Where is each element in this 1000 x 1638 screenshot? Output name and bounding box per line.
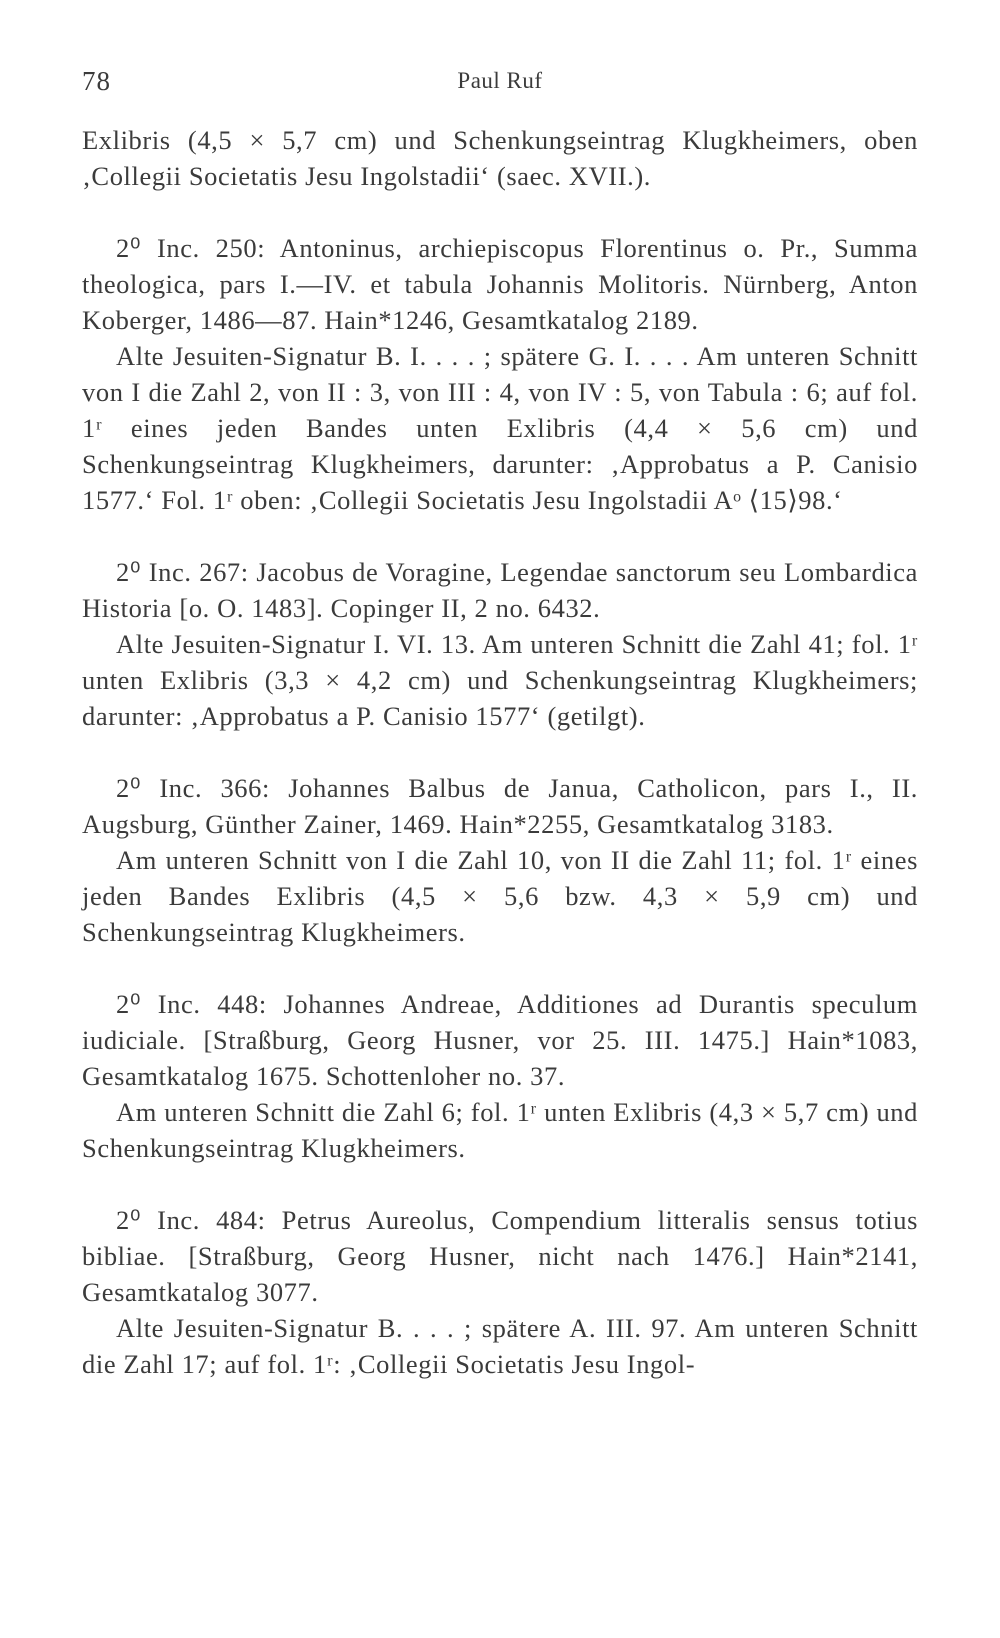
entry-heading: 2⁰ Inc. 267: Jacobus de Voragine, Legendae sanctorum seu Lombardica Historia [o. O. 1483]. Copinger II, 2 no. 6432.	[82, 557, 918, 623]
catalog-entry	[82, 986, 918, 1166]
entry-paragraph: Alte Jesuiten-Signatur I. VI. 13. Am unteren Schnitt die Zahl 41; fol. 1ʳ unten Exlibris (3,3 × 4,2 cm) und Schenkungseintrag Klugkheimers; darunter: ‚Approbatus a P. Canisio 1577‘ (getilgt).	[82, 629, 918, 731]
catalog-entry	[82, 554, 918, 734]
entry-paragraph: Am unteren Schnitt die Zahl 6; fol. 1ʳ unten Exlibris (4,3 × 5,7 cm) und Schenkungseintrag Klugkheimers.	[82, 1097, 918, 1163]
catalog-entry	[82, 122, 918, 194]
catalog-entry	[82, 1202, 918, 1382]
catalog-entry	[82, 770, 918, 950]
running-head: Paul Ruf	[457, 68, 543, 93]
page-header	[82, 66, 918, 106]
entry-paragraph: Am unteren Schnitt von I die Zahl 10, von II die Zahl 11; fol. 1ʳ eines jeden Bandes Exlibris (4,5 × 5,6 bzw. 4,3 × 5,9 cm) und Schenkungseintrag Klugkheimers.	[82, 845, 918, 947]
entry-heading: 2⁰ Inc. 366: Johannes Balbus de Janua, Catholicon, pars I., II. Augsburg, Günther Zainer, 1469. Hain*2255, Gesamtkatalog 3183.	[82, 773, 918, 839]
entry-paragraph: Alte Jesuiten-Signatur B. I. . . . ; spätere G. I. . . . Am unteren Schnitt von I die Zahl 2, von II : 3, von III : 4, von IV : 5, von Tabula : 6; auf fol. 1ʳ eines jeden Bandes unten Exlibris (4,4 × 5,6 cm) und Schenkungseintrag Klugkheimers, darunter: ‚Approbatus a P. Canisio 1577.‘ Fol. 1ʳ oben: ‚Collegii Societatis Jesu Ingolstadii Aᵒ ⟨15⟩98.‘	[82, 341, 918, 515]
page-number: 78	[82, 66, 111, 96]
catalog-body	[82, 122, 918, 1418]
entry-heading: 2⁰ Inc. 484: Petrus Aureolus, Compendium litteralis sensus totius bibliae. [Straßburg, Georg Husner, nicht nach 1476.] Hain*2141, Gesamtkatalog 3077.	[82, 1205, 918, 1307]
entry-paragraph: Exlibris (4,5 × 5,7 cm) und Schenkungseintrag Klugkheimers, oben ‚Collegii Societatis Jesu Ingolstadii‘ (saec. XVII.).	[82, 125, 918, 191]
entry-heading: 2⁰ Inc. 448: Johannes Andreae, Additiones ad Durantis speculum iudiciale. [Straßburg, Georg Husner, vor 25. III. 1475.] Hain*1083, Gesamtkatalog 1675. Schottenloher no. 37.	[82, 989, 918, 1091]
catalog-entry	[82, 230, 918, 518]
entry-heading: 2⁰ Inc. 250: Antoninus, archiepiscopus Florentinus o. Pr., Summa theologica, pars I.—IV. et tabula Johannis Molitoris. Nürnberg, Anton Koberger, 1486—87. Hain*1246, Gesamtkatalog 2189.	[82, 233, 918, 335]
entry-paragraph: Alte Jesuiten-Signatur B. . . . ; spätere A. III. 97. Am unteren Schnitt die Zahl 17; auf fol. 1ʳ: ‚Collegii Societatis Jesu Ingol-	[82, 1313, 918, 1379]
